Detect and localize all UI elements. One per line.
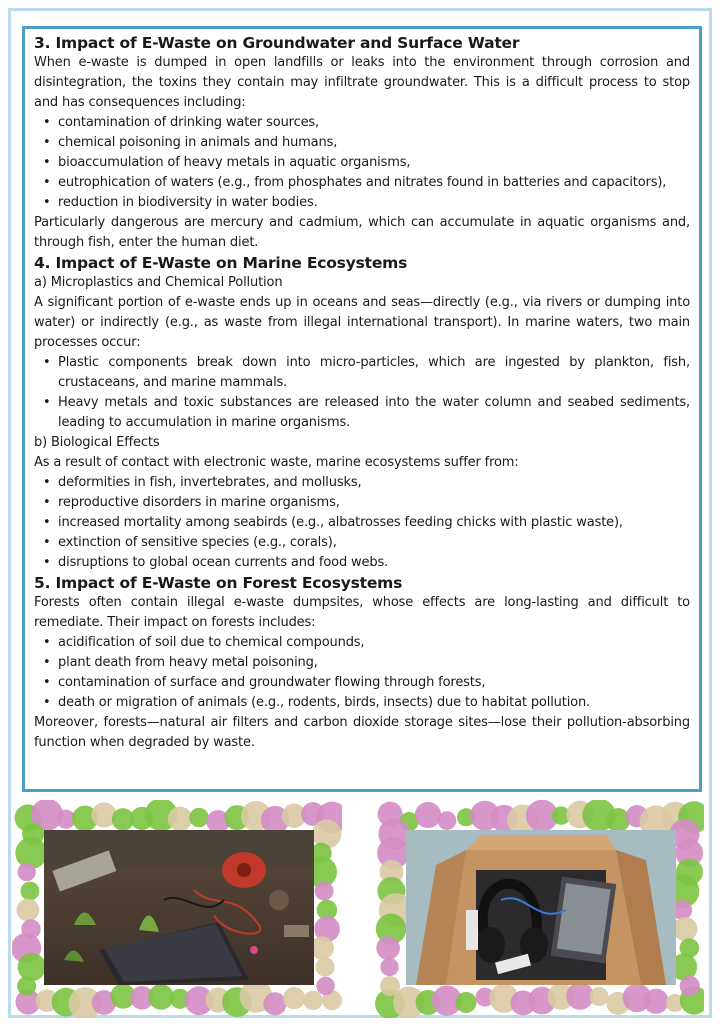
section-5-heading: 5. Impact of E-Waste on Forest Ecosystems (34, 574, 403, 592)
section-4b-subheading: b) Biological Effects (34, 435, 160, 450)
bubble (316, 957, 335, 976)
bubble (680, 976, 700, 996)
section-5-intro: Forests often contain illegal e-waste dumpsites, whose effects are long-lasting and difficult to remediate. Their impact on forests includes: (34, 595, 690, 630)
bubble (643, 989, 668, 1014)
bubble (303, 991, 322, 1010)
list-item: • acidification of soil due to chemical compounds, (58, 633, 690, 653)
bubble (415, 802, 441, 828)
section-4a-subheading: a) Microplastics and Chemical Pollution (34, 275, 283, 290)
bubble (455, 992, 476, 1013)
list-item: • reproductive disorders in marine organisms, (58, 493, 690, 513)
section-3-outro: Particularly dangerous are mercury and cadmium, which can accumulate in aquatic organisms and, through fish, enter the human diet. (34, 215, 690, 250)
bubble (263, 992, 286, 1015)
bubble (316, 977, 334, 995)
list-item: • increased mortality among seabirds (e.g., albatrosses feeding chicks with plastic waste), (58, 513, 690, 533)
list-item: • eutrophication of waters (e.g., from phosphates and nitrates found in batteries and capacitors), (58, 173, 690, 193)
left-photo-frame (12, 800, 342, 1018)
bubble (376, 936, 400, 960)
section-3-intro: When e-waste is dumped in open landfills or leaks into the environment through corrosion and disintegration, the toxins they contain may infiltrate groundwater. This is a difficult process to stop and has consequences including: (34, 55, 690, 110)
bubble (673, 917, 697, 941)
section-5-list (34, 633, 690, 713)
section-5-outro: Moreover, forests—natural air filters and carbon dioxide storage sites—lose their pollution-absorbing function when degraded by waste. (34, 715, 690, 750)
list-item: • disruptions to global ocean currents and food webs. (58, 553, 690, 573)
bubble (168, 807, 192, 831)
list-item: • chemical poisoning in animals and humans, (58, 133, 690, 153)
section-4-heading: 4. Impact of E-Waste on Marine Ecosystems (34, 254, 408, 272)
bubble (18, 953, 46, 981)
list-item: • bioaccumulation of heavy metals in aquatic organisms, (58, 153, 690, 173)
section-3-heading: 3. Impact of E-Waste on Groundwater and Surface Water (34, 34, 520, 52)
bubble (380, 976, 400, 996)
section-4a-intro: A significant portion of e-waste ends up in oceans and seas—directly (e.g., via rivers or dumping into water) or indirectly (e.g., as waste from illegal international transport). In marine waters, two main processes occur: (34, 295, 690, 350)
bubble (17, 863, 35, 881)
list-item: • deformities in fish, invertebrates, and mollusks, (58, 473, 690, 493)
list-item: • reduction in biodiversity in water bodies. (58, 193, 690, 213)
section-4a-list (34, 353, 690, 433)
bubble (380, 958, 398, 976)
bubble (148, 984, 174, 1010)
list-item: • contamination of surface and groundwater flowing through forests, (58, 673, 690, 693)
section-4b-list (34, 473, 690, 573)
cardboard-box-electronics-photo (406, 830, 676, 985)
bubble (283, 987, 305, 1009)
bubble (21, 882, 40, 901)
bubble (589, 987, 608, 1006)
bubble (17, 976, 36, 995)
e-waste-in-soil-photo (44, 830, 314, 985)
right-photo-frame (374, 800, 704, 1018)
list-item: • plant death from heavy metal poisoning, (58, 653, 690, 673)
list-item: • Heavy metals and toxic substances are released into the water column and seabed sediments, leading to accumulation in marine organisms. (58, 393, 690, 433)
bubble (606, 808, 630, 832)
content-box (22, 26, 702, 792)
bubble (438, 811, 457, 830)
list-item: • Plastic components break down into micro-particles, which are ingested by plankton, fish, crustaceans, and marine mammals. (58, 353, 690, 393)
list-item: • death or migration of animals (e.g., rodents, birds, insects) due to habitat pollution. (58, 693, 690, 713)
section-3-list (34, 113, 690, 213)
bubble (315, 881, 334, 900)
section-4b-intro: As a result of contact with electronic waste, marine ecosystems suffer from: (34, 455, 519, 470)
list-item: • extinction of sensitive species (e.g., corals), (58, 533, 690, 553)
bubble (189, 808, 208, 827)
bubble (16, 899, 39, 922)
list-item: • contamination of drinking water sources, (58, 113, 690, 133)
